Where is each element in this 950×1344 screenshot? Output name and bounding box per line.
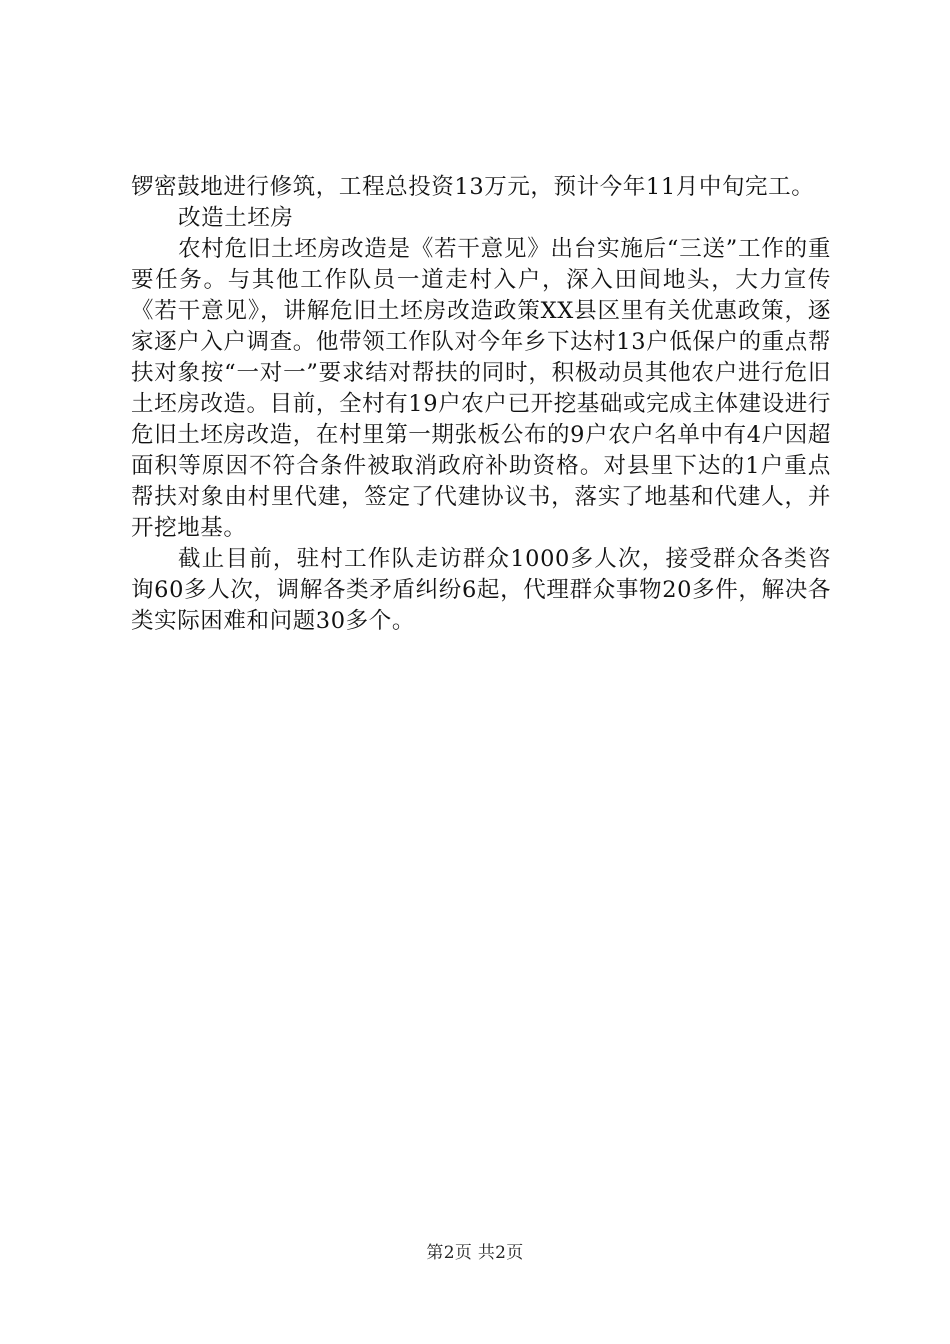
section-heading: 改造土坯房 bbox=[178, 205, 294, 231]
document-body bbox=[131, 172, 831, 637]
paragraph-house-renovation: 农村危旧土坯房改造是《若干意见》出台实施后“三送”工作的重要任务。与其他工作队员一道走村入户，深入田间地头，大力宣传《若干意见》，讲解危旧土坯房改造政策XX县区里有关优惠政策，逐家逐户入户调查。他带领工作队对今年乡下达村13户低保户的重点帮扶对象按“一对一”要求结对帮扶的同时，积极动员其他农户进行危旧土坯房改造。目前，全村有19户农户已开挖基础或完成主体建设进行危旧土坯房改造，在村里第一期张板公布的9户农户名单中有4户因超面积等原因不符合条件被取消政府补助资格。对县里下达的1户重点帮扶对象由村里代建，签定了代建协议书，落实了地基和代建人，并开挖地基。 bbox=[131, 236, 831, 541]
paragraph-continuation: 锣密鼓地进行修筑，工程总投资13万元，预计今年11月中旬完工。 bbox=[131, 174, 815, 200]
paragraph-summary: 截止目前，驻村工作队走访群众1000多人次，接受群众各类咨询60多人次，调解各类矛盾纠纷6起，代理群众事物20多件，解决各类实际困难和问题30多个。 bbox=[131, 546, 831, 634]
page-footer: 第2页 共2页 bbox=[426, 1243, 524, 1263]
